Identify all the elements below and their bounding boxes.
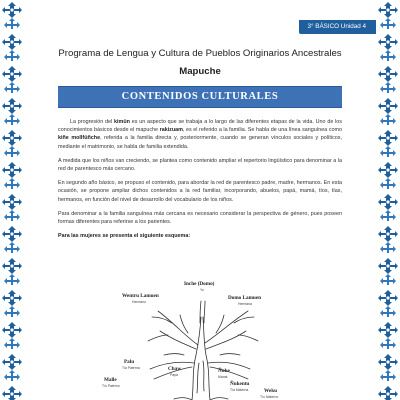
node-malle-sub: Tío Paterno [102,384,120,388]
node-nuke-sub: Mamá [218,375,228,379]
node-domo-lamuen-sub: Hermana [238,302,252,306]
node-weku-label: Weku [264,388,277,394]
node-malle-label: Malle [104,377,117,383]
paragraph-4: Para denominar a la familia sanguínea más cercana es necesario considerar la perspectiva de género, pues poseen formas diferentes para referirse a los parientes. [58,210,342,226]
paragraph-2: A medida que los niños van creciendo, se plantea como contenido ampliar el repertorio lingüístico para denominar a la red de parentesco más cercano. [58,157,342,173]
program-title: Programa de Lengua y Cultura de Pueblos Originarios Ancestrales [58,48,342,59]
node-weku-sub: Tío Materno [260,395,279,399]
node-inche-label: Inche (Domo) [184,281,215,287]
body-text [58,118,342,246]
paragraph-5: Para las mujeres se presenta el siguiente esquema: [58,233,191,240]
node-domo-lamuen-label: Domo Lamuen [228,295,261,301]
node-chaw-sub: Papá [170,373,178,377]
node-palu-label: Palu [124,359,135,365]
text-run: es un aspecto que se trabaja a lo largo de las diferentes etapas de la vida. Uno de los conocimientos básicos desde el mapuche [58,119,342,134]
paragraph-1 [58,118,342,151]
node-chaw-label: Chaw [168,366,181,372]
family-tree-diagram [88,283,318,400]
text-run: , referida a la familia directa y, posteriormente, cuando se generan vínculos sociales y políticos, mediante el matrimonio, se habla de familia extendida. [58,135,342,150]
node-wentru-lamuen-sub: Hermano [132,300,146,304]
term-kine-mollfunche: kiñe mollfüñche [58,135,101,142]
grade-unit-badge: 3° BÁSICO Unidad 4 [299,20,376,34]
left-decorative-border [0,0,24,400]
right-decorative-border [376,0,400,400]
node-inche-sub: Yo [200,288,204,292]
node-nukentu-sub: Tía Materna [230,388,249,392]
culture-subtitle: Mapuche [179,66,221,77]
text-run: , es el referido a la familia. Se habla de una línea sanguínea como [182,127,342,134]
text-run: La progresión del [70,119,115,125]
mapuche-pattern-icon [376,0,400,400]
term-rakizuam: rakizuam [159,127,183,134]
node-nukentu-label: Ñukentu [230,381,250,387]
node-wentru-lamuen-label: Wentru Lamuen [122,293,159,299]
node-nuke-label: Ñuke [218,368,230,374]
term-kimun: kimün [114,119,130,125]
node-palu-sub: Tía Paterna [122,366,140,370]
mapuche-pattern-icon [0,0,24,400]
tree-illustration [88,283,318,400]
section-banner: CONTENIDOS CULTURALES [58,86,342,108]
paragraph-3: En segundo año básico, se propuso el contenido, para abordar la red de parentesco padre, madre, hermanos. En esta ocasión, se propone ampliar dichos contenidos a la red familiar, incorporando, abuelos, papá, mamá, tíos, tías, hermanos, en función del nivel de desarrollo del vocabulario de los niños. [58,180,342,203]
